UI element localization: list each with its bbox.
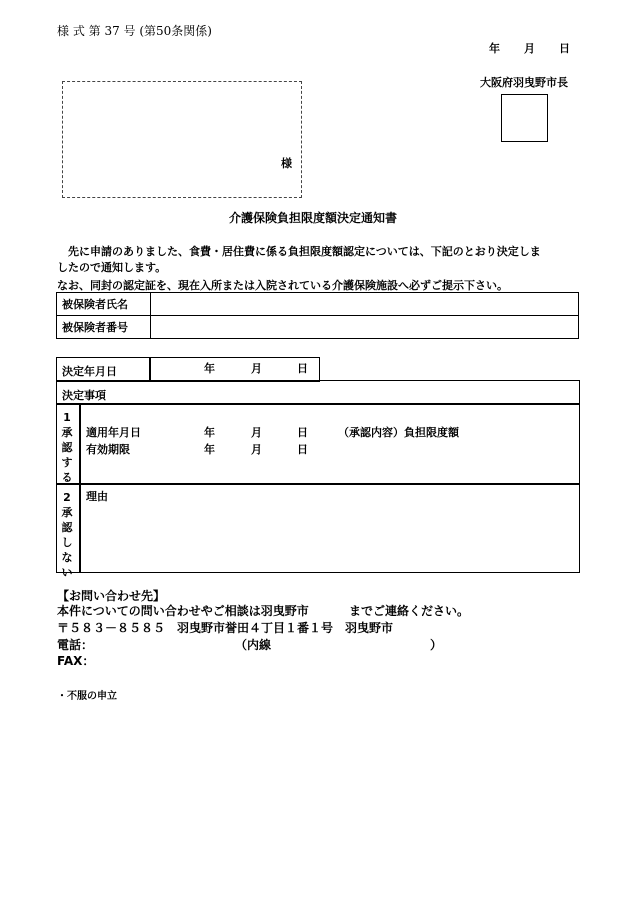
seal-box <box>501 94 548 142</box>
body-line-3: なお、同封の認定証を、現在入所または入院されている介護保険施設へ必ずご提示下さい。 <box>57 279 508 292</box>
approve-label: 1承認する <box>61 411 73 484</box>
fax-label: FAX： <box>57 654 95 668</box>
apply-year: 年 <box>204 426 215 439</box>
decision-month: 月 <box>251 362 262 375</box>
insured-name-value[interactable] <box>151 293 579 316</box>
tel-label: 電話： <box>57 638 94 652</box>
document-title: 介護保険負担限度額決定通知書 <box>229 211 398 225</box>
decision-date-label: 決定年月日 <box>62 365 117 378</box>
inquiry-heading: 【お問い合わせ先】 <box>57 589 166 603</box>
form-number: 様 式 第 37 号 (第50条関係) <box>57 24 212 38</box>
insured-number-label: 被保険者番号 <box>57 316 151 339</box>
valid-year: 年 <box>204 443 215 456</box>
inquiry-line1-b: までご連絡ください。 <box>349 604 470 618</box>
valid-day: 日 <box>297 443 308 456</box>
header-year: 年 <box>489 42 500 55</box>
insured-number-value[interactable] <box>151 316 579 339</box>
inquiry-address: 〒５８３－８５８５ 羽曳野市誉田４丁目１番１号 羽曳野市 <box>57 621 394 635</box>
decision-matters-box <box>56 380 580 573</box>
recipient-address-box <box>62 81 302 198</box>
insured-name-row <box>57 293 579 316</box>
apply-month: 月 <box>251 426 262 439</box>
matters-header-divider <box>56 403 579 405</box>
ext-close: ） <box>430 638 443 652</box>
decision-day: 日 <box>297 362 308 375</box>
appeal-note: ・不服の申立 <box>57 691 117 702</box>
decision-year: 年 <box>204 362 215 375</box>
inquiry-line1-a: 本件についての問い合わせやご相談は羽曳野市 <box>57 604 309 618</box>
reason-label: 理由 <box>86 490 108 503</box>
insured-table <box>56 292 579 339</box>
deny-label: 2承認しない <box>61 491 73 579</box>
apply-day: 日 <box>297 426 308 439</box>
ext-open: （内線 <box>235 638 272 652</box>
body-line-1: 先に申請のありました、食費・居住費に係る負担限度額認定については、下記のとおり決定しま <box>68 245 541 258</box>
decision-matters-label: 決定事項 <box>62 389 106 402</box>
approved-content-label: （承認内容）負担限度額 <box>338 426 459 439</box>
insured-number-row <box>57 316 579 339</box>
insured-name-label: 被保険者氏名 <box>57 293 151 316</box>
section-label-divider <box>79 403 81 572</box>
header-month: 月 <box>524 42 535 55</box>
approve-deny-divider <box>56 483 579 485</box>
decision-date-divider <box>149 357 151 381</box>
issuer: 大阪府羽曳野市長 <box>480 76 568 89</box>
valid-label: 有効期限 <box>86 443 130 456</box>
body-line-2: したので通知します。 <box>57 261 167 274</box>
recipient-suffix: 様 <box>281 157 292 170</box>
header-day: 日 <box>559 42 570 55</box>
valid-month: 月 <box>251 443 262 456</box>
apply-date-label: 適用年月日 <box>86 426 141 439</box>
